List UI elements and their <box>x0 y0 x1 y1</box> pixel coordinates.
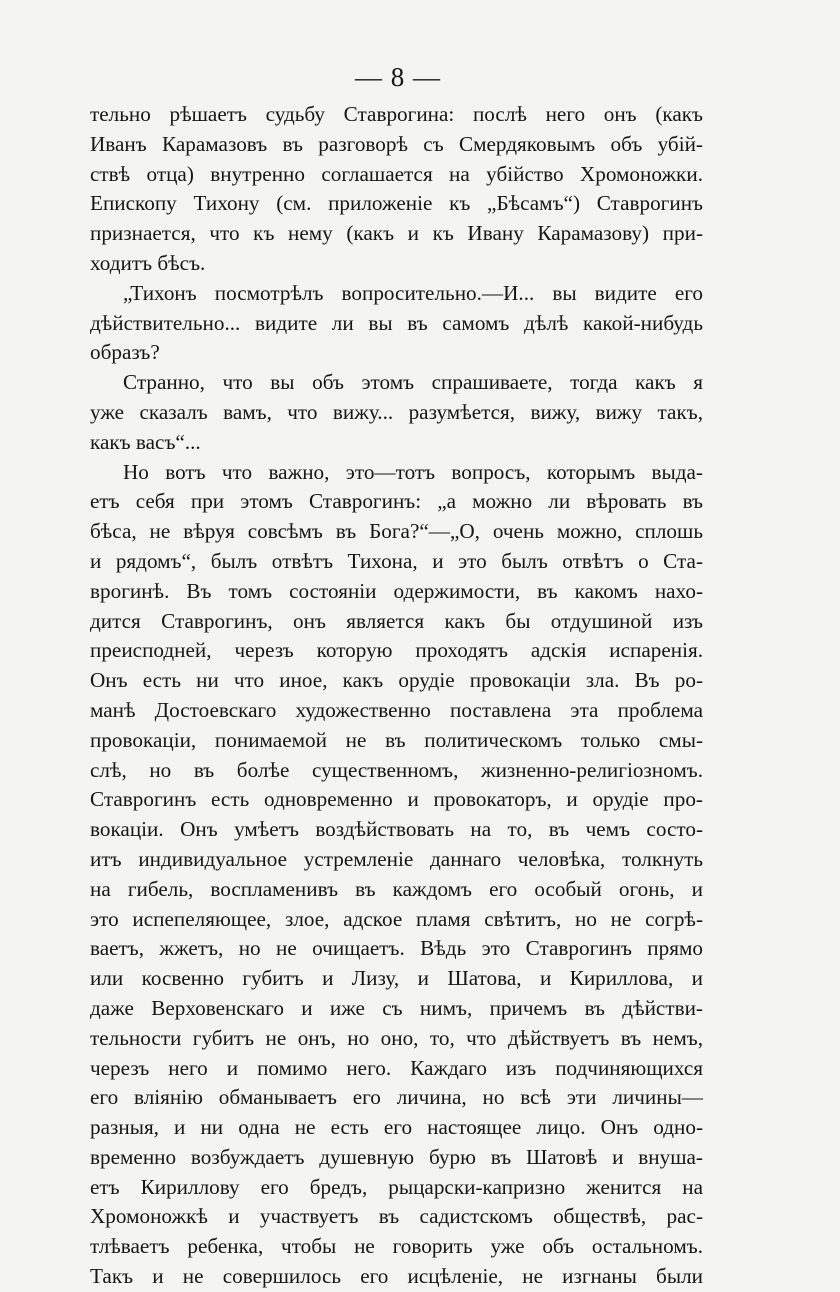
text-line: слѣ, но въ болѣе существенномъ, жизненно-религіозномъ. <box>90 757 703 782</box>
text-line: черезъ него и помимо него. Каждаго изъ подчиняющихся <box>90 1055 703 1080</box>
text-line: или косвенно губитъ и Лизу, и Шатова, и Кириллова, и <box>90 966 703 991</box>
text-line: ствѣ отца) внутренно соглашается на убійство Хромоножки. <box>90 161 703 186</box>
text-line: тельности губитъ не онъ, но оно, то, что дѣйствуетъ въ немъ, <box>90 1025 703 1050</box>
text-line: провокаціи, понимаемой не въ политическомъ только смы- <box>90 727 703 752</box>
text-line: дится Ставрогинъ, онъ является какъ бы отдушиной изъ <box>90 608 703 633</box>
text-line: временно возбуждаетъ душевную бурю въ Шатовѣ и внуша- <box>90 1144 703 1169</box>
text-line: Онъ есть ни что иное, какъ орудіе провокаціи зла. Въ ро- <box>90 668 703 693</box>
text-line: и рядомъ“, былъ отвѣтъ Тихона, и это былъ отвѣтъ о Ста- <box>90 548 703 573</box>
text-line: етъ Кириллову его бредъ, рыцарски-капризно женится на <box>90 1174 703 1199</box>
text-line: Такъ и не совершилось его исцѣленіе, не изгнаны были <box>90 1264 703 1289</box>
text-line: тельно рѣшаетъ судьбу Ставрогина: послѣ него онъ (какъ <box>90 102 703 126</box>
text-line: Иванъ Карамазовъ въ разговорѣ съ Смердяковымъ объ убій- <box>90 131 703 156</box>
text-line: Хромоножкѣ и участвуетъ въ садистскомъ обществѣ, рас- <box>90 1204 703 1229</box>
text-line: Странно, что вы объ этомъ спрашиваете, тогда какъ я <box>123 370 703 395</box>
text-line: образъ? <box>90 340 160 365</box>
text-line: Ставрогинъ есть одновременно и провокаторъ, и орудіе про- <box>90 787 703 812</box>
text-line: даже Верховенскаго и иже съ нимъ, причемъ въ дѣйстви- <box>90 995 703 1020</box>
text-line: разныя, и ни одна не есть его настоящее лицо. Онъ одно- <box>90 1115 703 1140</box>
text-line: бѣса, не вѣруя совсѣмъ въ Бога?“—„О, очень можно, сплошь <box>90 519 703 544</box>
text-line: вокаціи. Онъ умѣетъ воздѣйствовать на то, въ чемъ состо- <box>90 817 703 842</box>
text-line: врогинѣ. Въ томъ состояніи одержимости, въ какомъ нахо- <box>90 578 703 603</box>
text-line: уже сказалъ вамъ, что вижу... разумѣется, вижу, вижу такъ, <box>90 399 703 424</box>
text-line: какъ васъ“... <box>90 429 201 454</box>
text-line: итъ индивидуальное устремленіе даннаго человѣка, толкнуть <box>90 846 703 871</box>
text-line: етъ себя при этомъ Ставрогинъ: „а можно ли вѣровать въ <box>90 489 703 514</box>
text-line: признается, что къ нему (какъ и къ Ивану Карамазову) при- <box>90 221 703 246</box>
text-line: „Тихонъ посмотрѣлъ вопросительно.—И... вы видите его <box>123 280 703 305</box>
body-text <box>90 100 703 1292</box>
text-line: это испепеляющее, злое, адское пламя свѣтитъ, но не согрѣ- <box>90 906 703 931</box>
text-line: Но вотъ что важно, это—тотъ вопросъ, которымъ выда- <box>123 459 703 484</box>
text-line: манѣ Достоевскаго художественно поставлена эта проблема <box>90 697 703 722</box>
text-line: ходитъ бѣсъ. <box>90 250 206 275</box>
text-line: тлѣваетъ ребенка, чтобы не говорить уже объ остальномъ. <box>90 1234 703 1259</box>
text-line: его вліянію обманываетъ его личина, но всѣ эти личины— <box>90 1085 703 1110</box>
text-line: дѣйствительно... видите ли вы въ самомъ дѣлѣ какой-нибудь <box>90 310 703 335</box>
text-line: на гибель, воспламенивъ въ каждомъ его особый огонь, и <box>90 876 703 901</box>
text-line: преисподней, черезъ которую проходятъ адскія испаренія. <box>90 638 703 663</box>
page-number: — 8 — <box>355 62 441 92</box>
text-line: ваетъ, жжетъ, но не очищаетъ. Вѣдь это Ставрогинъ прямо <box>90 936 703 961</box>
text-line: Епископу Тихону (см. приложеніе къ „Бѣсамъ“) Ставрогинъ <box>90 191 703 216</box>
